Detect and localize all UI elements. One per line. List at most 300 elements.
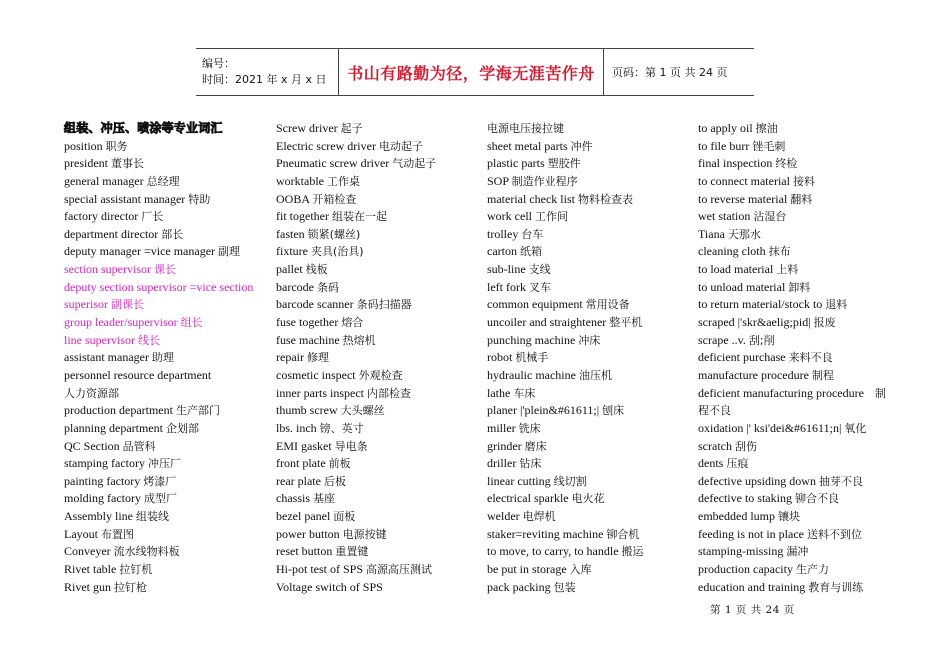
term-chinese: 刨床 (602, 404, 625, 418)
vocab-entry (698, 385, 890, 403)
term-english: planning department (64, 420, 163, 435)
term-chinese: 入库 (569, 563, 592, 577)
term-english: to load material (698, 262, 774, 277)
document-header (196, 48, 754, 96)
vocab-entry (698, 208, 890, 226)
term-chinese: 董事长 (111, 157, 144, 171)
term-chinese: 塑胶件 (547, 157, 581, 171)
vocab-entry (698, 173, 890, 191)
vocab-entry (698, 332, 890, 350)
vocab-entry (698, 526, 890, 544)
term-english: assistant manager (64, 350, 149, 365)
vocab-entry (698, 120, 890, 138)
vocab-entry (64, 226, 264, 244)
term-english: carton (487, 244, 517, 259)
vocab-entry (698, 367, 890, 385)
term-chinese: 电焊机 (522, 510, 556, 524)
term-english: position (64, 138, 103, 153)
term-english: staker=reviting machine (487, 526, 604, 541)
term-english: Pneumatic screw driver (276, 156, 390, 171)
vocab-entry (276, 349, 476, 367)
term-english: embedded lump (698, 509, 775, 524)
term-chinese: 冲床 (578, 333, 601, 347)
term-english: barcode (276, 279, 314, 294)
term-chinese: 氧化 (844, 421, 867, 435)
term-english: lathe (487, 385, 511, 400)
vocab-entry (276, 543, 476, 561)
term-chinese: 生产力 (795, 563, 829, 577)
vocab-entry (698, 226, 890, 244)
vocab-entry (698, 279, 890, 297)
vocab-entry (487, 420, 687, 438)
term-english: QC Section (64, 438, 120, 453)
term-english: trolley (487, 226, 519, 241)
term-english: wet station (698, 209, 751, 224)
term-english: personnel resource department (64, 367, 212, 382)
term-chinese: 副课长 (111, 298, 144, 312)
term-chinese: 送料不到位 (806, 527, 862, 541)
term-english: plastic parts (487, 156, 545, 171)
term-english: miller (487, 420, 516, 435)
term-english: Electric screw driver (276, 138, 376, 153)
vocab-entry (64, 155, 264, 173)
page-footer: 第 1 页 共 24 页 (710, 604, 795, 616)
vocab-entry (64, 455, 264, 473)
term-chinese: 修理 (306, 351, 329, 365)
term-english: worktable (276, 173, 324, 188)
vocab-entry (64, 191, 264, 209)
vocab-entry (276, 473, 476, 491)
time-label: 时间：2021 年 x 月 x 日 (202, 73, 327, 86)
term-english: stamping factory (64, 456, 145, 471)
term-english: to move, to carry, to handle (487, 544, 619, 559)
vocab-entry (276, 296, 476, 314)
vocab-entry (487, 191, 687, 209)
term-english: sub-line (487, 262, 526, 277)
term-english: Hi-pot test of SPS (276, 562, 364, 577)
term-english: special assistant manager (64, 191, 186, 206)
vocab-entry (64, 473, 264, 491)
term-chinese: 成型厂 (143, 492, 177, 506)
vocab-entry (276, 279, 476, 297)
term-english: cosmetic inspect (276, 367, 356, 382)
vocab-entry (64, 579, 264, 597)
term-chinese: 冲压厂 (147, 457, 181, 471)
vocab-entry (276, 332, 476, 350)
term-english: molding factory (64, 491, 141, 506)
term-chinese: 厂长 (141, 210, 164, 224)
term-chinese: 人力资源部 (64, 386, 119, 400)
term-chinese: 气动起子 (392, 157, 437, 171)
term-chinese: 助理 (151, 351, 174, 365)
term-chinese: 磨床 (524, 439, 547, 453)
term-chinese: 总经理 (146, 174, 180, 188)
vocab-entry (64, 561, 264, 579)
term-english: left fork (487, 279, 526, 294)
term-english: common equipment (487, 297, 583, 312)
vocab-entry (487, 155, 687, 173)
term-english: deficient manufacturing procedure (698, 385, 864, 400)
term-english: fixture (276, 244, 308, 259)
term-english: work cell (487, 209, 532, 224)
vocab-entry (487, 402, 687, 420)
term-english: welder (487, 509, 520, 524)
vocab-entry (698, 455, 890, 473)
term-chinese: 抹布 (768, 245, 791, 259)
vocab-entry (487, 526, 687, 544)
motto-text: 书山有路勤为径，学海无涯苦作舟 (347, 63, 595, 83)
header-meta (196, 49, 339, 95)
term-chinese: 包装 (553, 580, 576, 594)
term-chinese: 铆合不良 (794, 492, 839, 506)
term-chinese: 台车 (521, 227, 544, 241)
term-english: hydraulic machine (487, 367, 576, 382)
term-chinese: 拉钉机 (119, 563, 153, 577)
vocab-entry (487, 279, 687, 297)
vocab-entry (276, 138, 476, 156)
term-english: general manager (64, 173, 144, 188)
vocab-entry (64, 367, 264, 385)
vocab-entry (276, 579, 476, 597)
term-english: dents (698, 456, 724, 471)
term-english: department director (64, 226, 159, 241)
term-english: feeding is not in place (698, 526, 804, 541)
vocab-entry (698, 261, 890, 279)
term-chinese: 叉车 (528, 280, 551, 294)
term-english: fuse machine (276, 332, 340, 347)
column-title-text: 组装、冲压、喷涂等专业词汇 (64, 121, 223, 135)
vocab-entry (64, 261, 264, 279)
header-motto-cell (339, 49, 604, 95)
term-english: Rivet table (64, 562, 117, 577)
term-chinese: 天那水 (727, 227, 761, 241)
term-chinese: 电源按键 (342, 527, 387, 541)
term-chinese: 拉钉枪 (114, 580, 147, 594)
vocab-entry (64, 279, 264, 297)
term-english: president (64, 156, 108, 171)
vocab-entry (64, 543, 264, 561)
term-english: lbs. inch (276, 420, 317, 435)
term-chinese: 特助 (188, 192, 211, 206)
term-chinese: 制程 (811, 368, 834, 382)
term-chinese: 重置键 (335, 545, 369, 559)
term-chinese: 组装在一起 (331, 210, 387, 224)
vocab-entry (487, 226, 687, 244)
vocab-entry (276, 314, 476, 332)
term-english: pack packing (487, 579, 551, 594)
term-english: deputy manager =vice manager (64, 244, 216, 259)
term-english: section supervisor (64, 262, 151, 277)
term-chinese: 物料检查表 (577, 192, 633, 206)
term-chinese: 教育与训练 (808, 580, 864, 594)
vocab-entry (698, 420, 890, 438)
term-english: factory director (64, 209, 139, 224)
term-english: OOBA (276, 191, 310, 206)
term-chinese: 机械手 (515, 351, 549, 365)
vocab-entry (487, 367, 687, 385)
vocab-entry (487, 296, 687, 314)
vocab-entry (276, 490, 476, 508)
term-english: production department (64, 403, 173, 418)
vocab-entry (487, 349, 687, 367)
vocab-entry (276, 191, 476, 209)
term-chinese: 漏冲 (786, 545, 809, 559)
vocab-entry (487, 385, 687, 403)
page-number-label: 页码：第 1 页 共 24 页 (612, 66, 728, 79)
vocab-entry (487, 243, 687, 261)
vocab-entry (64, 314, 264, 332)
vocab-entry (698, 543, 890, 561)
term-english: superisor (64, 297, 108, 312)
term-english: Tiana (698, 226, 725, 241)
term-chinese: 电动起子 (378, 139, 423, 153)
term-english: grinder (487, 438, 522, 453)
term-english: defective upsiding down (698, 473, 816, 488)
vocab-entry (487, 490, 687, 508)
term-english: chassis (276, 491, 310, 506)
vocab-entry (64, 526, 264, 544)
term-chinese: 钻床 (519, 457, 542, 471)
term-english: linear cutting (487, 473, 551, 488)
vocab-entry (487, 173, 687, 191)
term-chinese: 熔合 (341, 316, 364, 330)
vocab-entry (698, 155, 890, 173)
term-chinese: 工作桌 (326, 174, 360, 188)
term-english: inner parts inspect (276, 385, 364, 400)
term-chinese: 来料不良 (788, 351, 833, 365)
term-english: repair (276, 350, 304, 365)
vocab-entry (487, 438, 687, 456)
term-chinese: 前板 (328, 457, 351, 471)
vocab-entry (276, 438, 476, 456)
term-chinese: 高源高压测试 (366, 563, 433, 577)
term-english: Voltage switch of SPS (276, 579, 383, 594)
vocab-entry (487, 455, 687, 473)
term-chinese: 电源电压接拉键 (487, 122, 564, 135)
term-chinese: 内部检查 (366, 386, 411, 400)
term-chinese: 电火花 (571, 492, 605, 506)
header-page-cell (604, 49, 754, 95)
term-english: punching machine (487, 332, 576, 347)
term-english: pallet (276, 262, 303, 277)
term-chinese: 布置图 (101, 527, 134, 541)
term-chinese: 程不良 (698, 404, 731, 418)
term-chinese: 条码扫描器 (356, 298, 412, 312)
vocab-entry (64, 438, 264, 456)
term-english: line supervisor (64, 332, 135, 347)
vocab-entry (487, 261, 687, 279)
vocab-entry (698, 402, 890, 420)
term-english: painting factory (64, 473, 141, 488)
term-english: bezel panel (276, 509, 331, 524)
vocab-entry (487, 579, 687, 597)
term-chinese: 栈板 (305, 263, 328, 277)
vocab-entry (698, 191, 890, 209)
term-english: electrical sparkle (487, 491, 569, 506)
vocab-entry (698, 473, 890, 491)
vocab-entry (64, 208, 264, 226)
term-english: power button (276, 526, 340, 541)
term-english: to reverse material (698, 191, 788, 206)
vocab-entry (698, 138, 890, 156)
vocab-entry (698, 243, 890, 261)
term-english: material check list (487, 191, 575, 206)
code-label: 编号： (202, 57, 235, 70)
term-chinese: 组装线 (136, 510, 169, 524)
term-chinese: 后板 (323, 474, 346, 488)
column-title (64, 120, 264, 138)
term-chinese: 刮;削 (748, 333, 775, 347)
term-chinese: 擦油 (755, 122, 778, 135)
term-chinese: 刮伤 (734, 439, 757, 453)
term-english: Conveyer (64, 544, 111, 559)
term-chinese: 线切割 (553, 474, 587, 488)
vocab-entry (64, 385, 264, 403)
term-chinese: 镑、英寸 (319, 421, 364, 435)
term-chinese: 职务 (105, 139, 128, 153)
term-chinese: 组长 (180, 316, 203, 330)
term-chinese: 条码 (316, 280, 339, 294)
term-chinese: 卸料 (788, 280, 811, 294)
term-english: front plate (276, 456, 326, 471)
vocab-entry (487, 208, 687, 226)
vocab-entry (487, 508, 687, 526)
vocab-entry (64, 402, 264, 420)
term-english: Screw driver (276, 121, 338, 135)
term-english: fasten (276, 226, 305, 241)
term-chinese: 大头螺丝 (340, 404, 385, 418)
vocab-entry (487, 120, 687, 138)
term-english: cleaning cloth (698, 244, 766, 259)
vocab-entry (276, 367, 476, 385)
term-english: production capacity (698, 562, 793, 577)
term-english: to unload material (698, 279, 786, 294)
vocab-entry (698, 438, 890, 456)
term-english: education and training (698, 579, 806, 594)
term-chinese: 油压机 (578, 368, 612, 382)
term-english: fit together (276, 209, 329, 224)
term-chinese: 外观检查 (358, 368, 403, 382)
vocab-entry (487, 543, 687, 561)
term-chinese: 退料 (825, 298, 848, 312)
term-chinese: 开箱检查 (312, 192, 357, 206)
term-english: deficient purchase (698, 350, 786, 365)
vocab-entry (276, 120, 476, 138)
term-chinese: 上料 (776, 263, 799, 277)
term-chinese: 流水线物料板 (113, 545, 180, 559)
vocab-entry (487, 561, 687, 579)
vocab-entry (64, 349, 264, 367)
vocab-entry (276, 455, 476, 473)
vocab-entry (276, 226, 476, 244)
term-chinese: 锁紧(螺丝) (307, 227, 361, 241)
term-english: final inspection (698, 156, 773, 171)
vocab-entry (276, 208, 476, 226)
vocab-entry (698, 349, 890, 367)
term-english: driller (487, 456, 517, 471)
term-chinese: 镶块 (777, 510, 800, 524)
term-chinese: 面板 (333, 510, 356, 524)
term-chinese: 制 (875, 386, 886, 400)
term-english: stamping-missing (698, 544, 784, 559)
term-chinese: 支线 (528, 263, 551, 277)
term-english: reset button (276, 544, 333, 559)
term-english: SOP (487, 173, 509, 188)
term-english: scraped |'skr&aelig;pid| (698, 315, 811, 330)
term-english: defective to staking (698, 491, 792, 506)
vocab-entry (698, 314, 890, 332)
term-english: Rivet gun (64, 579, 111, 594)
term-english: planer |'plein&#61611;| (487, 403, 600, 418)
term-chinese: 导电条 (334, 439, 368, 453)
term-chinese: 起子 (340, 122, 363, 135)
vocab-entry (276, 561, 476, 579)
vocab-entry (276, 243, 476, 261)
term-chinese: 常用设备 (585, 298, 630, 312)
term-english: barcode scanner (276, 297, 354, 312)
vocab-entry (64, 508, 264, 526)
term-chinese: 铆合机 (606, 527, 640, 541)
vocab-entry (487, 138, 687, 156)
term-chinese: 烤漆厂 (143, 474, 177, 488)
vocab-column-2 (276, 120, 476, 596)
term-english: uncoiler and straightener (487, 315, 607, 330)
term-english: to return material/stock to (698, 297, 823, 312)
vocab-entry (64, 420, 264, 438)
vocab-entry (698, 296, 890, 314)
term-chinese: 夹具(治具) (311, 245, 364, 259)
vocab-entry (276, 402, 476, 420)
vocab-entry (276, 420, 476, 438)
term-chinese: 课长 (153, 263, 176, 277)
term-english: manufacture procedure (698, 367, 809, 382)
term-english: be put in storage (487, 562, 567, 577)
term-chinese: 沾湿台 (753, 210, 787, 224)
term-english: Assembly line (64, 509, 133, 524)
term-english: to apply oil (698, 121, 753, 135)
vocab-column-1 (64, 120, 264, 596)
vocab-column-3 (487, 120, 687, 596)
term-chinese: 部长 (161, 227, 184, 241)
vocab-entry (64, 173, 264, 191)
term-english: to file burr (698, 138, 750, 153)
term-chinese: 制造作业程序 (511, 174, 578, 188)
vocab-entry (276, 155, 476, 173)
vocab-entry (698, 561, 890, 579)
vocab-entry (276, 173, 476, 191)
term-chinese: 车床 (513, 386, 536, 400)
vocab-entry (698, 579, 890, 597)
term-english: rear plate (276, 473, 321, 488)
term-english: EMI gasket (276, 438, 332, 453)
term-english: scrape ..v. (698, 332, 746, 347)
term-chinese: 工作间 (534, 210, 568, 224)
vocab-entry (487, 314, 687, 332)
vocab-entry (698, 508, 890, 526)
vocab-entry (64, 490, 264, 508)
term-english: scratch (698, 438, 732, 453)
vocab-entry (487, 332, 687, 350)
term-chinese: 纸箱 (519, 245, 542, 259)
term-chinese: 搬运 (621, 545, 644, 559)
term-english: deputy section supervisor =vice section (64, 279, 254, 294)
term-chinese: 热熔机 (342, 333, 376, 347)
term-chinese: 铣床 (518, 421, 541, 435)
vocab-entry (64, 138, 264, 156)
term-chinese: 锉毛刺 (752, 139, 786, 153)
vocab-entry (698, 490, 890, 508)
term-english: Layout (64, 526, 98, 541)
